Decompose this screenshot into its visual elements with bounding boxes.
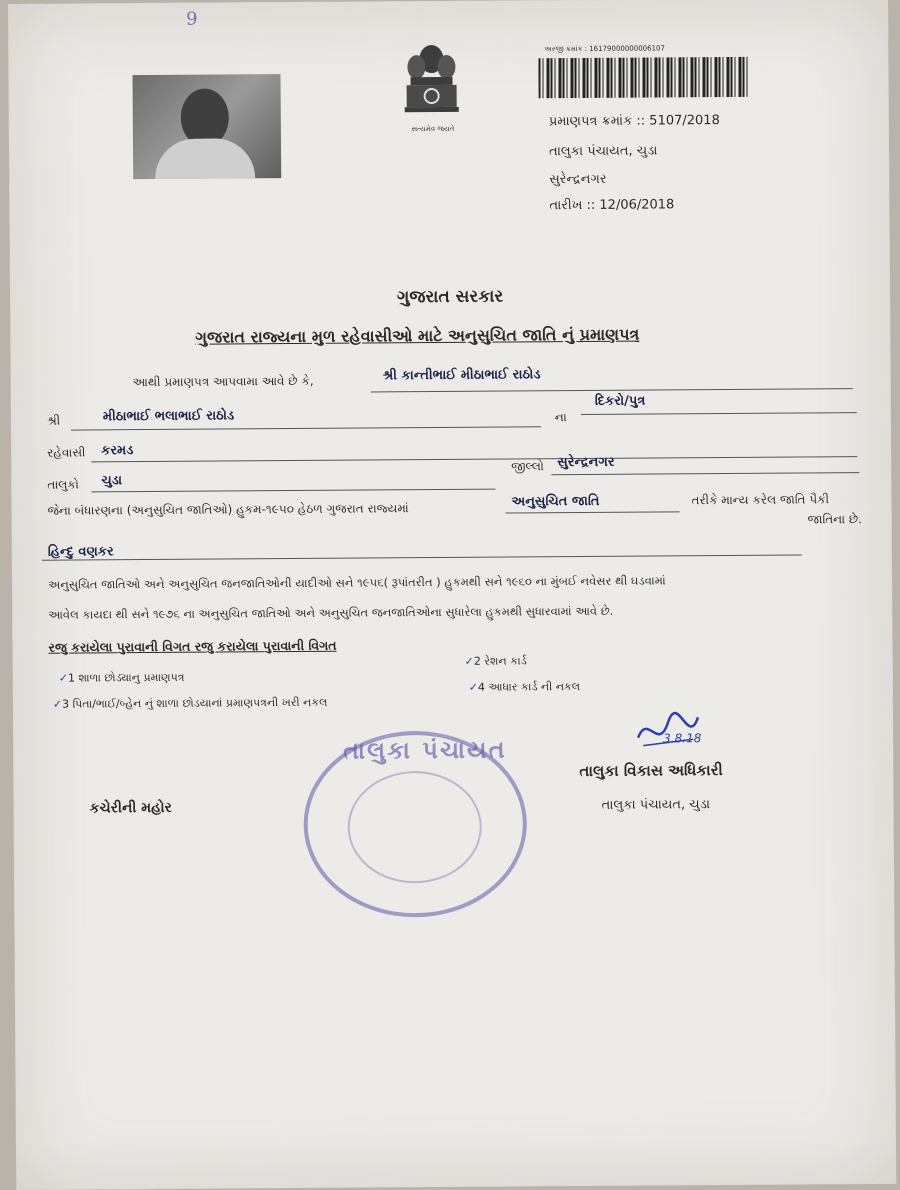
document-item-3: ✓3 પિતા/ભાઈ/બ્હેન નું શાળા છોડયાનાં પ્રમાણપત્રની ખરી નકલ bbox=[52, 695, 328, 711]
order-suffix: તરીકે માન્ય કરેલ જાતિ પૈકી bbox=[691, 492, 830, 508]
certificate-title: ગુજરાત રાજ્યના મુળ રહેવાસીઓ માટે અનુસુચિત જાતિ નું પ્રમાણપત્ર bbox=[195, 324, 640, 347]
district-label: જીલ્લો bbox=[511, 459, 544, 474]
stamp-text: તાલુકા પંચાયત bbox=[343, 735, 507, 765]
signing-officer: તાલુકા વિકાસ અધિકારી bbox=[579, 761, 723, 781]
father-name: મીઠાભાઈ ભલાભાઈ રાઠોડ bbox=[102, 408, 235, 425]
page-corner-mark: 9 bbox=[186, 8, 198, 30]
caste-value: હિન્દુ વણકર bbox=[47, 544, 114, 560]
document-item-2: ✓2 રેશન કાર્ડ bbox=[464, 654, 527, 668]
check-mark-icon: ✓ bbox=[468, 680, 479, 694]
legal-paragraph-line1: અનુસુચિત જાતિઓ અને અનુસુચિત જનજાતિઓની યાદીઓ સને ૧૯૫૬( રૂપાંતરીત ) હુકમથી સને ૧૯૬૦ ના મુંબઈ નવેસર થી ઘડવામાં bbox=[48, 573, 666, 592]
state-emblem-icon bbox=[396, 41, 467, 136]
check-mark-icon: ✓ bbox=[464, 654, 474, 668]
line2-mid: ના bbox=[554, 410, 567, 425]
applicant-photo bbox=[132, 74, 281, 179]
government-title: ગુજરાત સરકાર bbox=[396, 286, 504, 308]
header-office: તાલુકા પંચાયત, ચુડા bbox=[548, 143, 658, 160]
barcode-caption: અરજી ક્રમાંક : 16179000000006107 bbox=[544, 44, 665, 54]
order-text: જેના બંધારણના (અનુસુચિત જાતિઓ) હુકમ-૧૯૫૦ હેઠળ ગુજરાત રાજ્યમાં bbox=[47, 501, 409, 518]
emblem-motto: સત્યમેવ જયતે bbox=[411, 124, 455, 134]
residence-label: રહેવાસી bbox=[47, 445, 86, 460]
barcode bbox=[538, 57, 748, 98]
signing-office: તાલુકા પંચાયત, ચુડા bbox=[601, 797, 711, 813]
residence-value: કરમડ bbox=[101, 443, 134, 459]
legal-paragraph-line2: આવેલ કાયદા થી સને ૧૯૭૬ ના અનુસુચિત જાતિઓ અને અનુસુચિત જનજાતિઓના સુધારેલા હુકમથી સુધારવામાં આવે છે. bbox=[48, 603, 614, 622]
relation-value: દિકરો/પુત્ર bbox=[594, 393, 646, 409]
caste-suffix: જાતિના છે. bbox=[807, 512, 862, 527]
district-value: સુરેન્દ્રનગર bbox=[557, 454, 615, 471]
document-item-4: ✓4 આધાર કાર્ડ ની નકલ bbox=[468, 680, 581, 694]
order-value: અનુસુચિત જાતિ bbox=[511, 493, 600, 510]
signature-date: 3.8.18 bbox=[663, 731, 702, 746]
applicant-name: શ્રી કાન્તીભાઈ મીઠાભાઈ રાઠોડ bbox=[382, 367, 541, 384]
check-mark-icon: ✓ bbox=[52, 697, 63, 711]
document-item-1: ✓1 શાળા છોડ્યાનુ પ્રમાણપત્ર bbox=[58, 670, 185, 685]
certificate-page bbox=[8, 0, 896, 1190]
header-district: સુરેન્દ્રનગર bbox=[549, 171, 607, 188]
line1-label: આથી પ્રમાણપત્ર આપવામા આવે છે કે, bbox=[132, 373, 314, 390]
issue-date: તારીખ :: 12/06/2018 bbox=[549, 197, 675, 214]
check-mark-icon: ✓ bbox=[58, 671, 68, 685]
certificate-number: પ્રમાણપત્ર ક્રમાંક :: 5107/2018 bbox=[548, 113, 720, 130]
taluka-value: ચુડા bbox=[101, 473, 123, 489]
documents-heading: રજુ કરાયેલા પુરાવાની વિગત રજુ કરાયેલા પુરાવાની વિગત bbox=[48, 637, 337, 655]
taluka-label: તાલુકો bbox=[47, 477, 79, 492]
line2-prefix: શ્રી bbox=[46, 413, 61, 428]
office-seal-label: કચેરીની મહોર bbox=[89, 799, 172, 817]
